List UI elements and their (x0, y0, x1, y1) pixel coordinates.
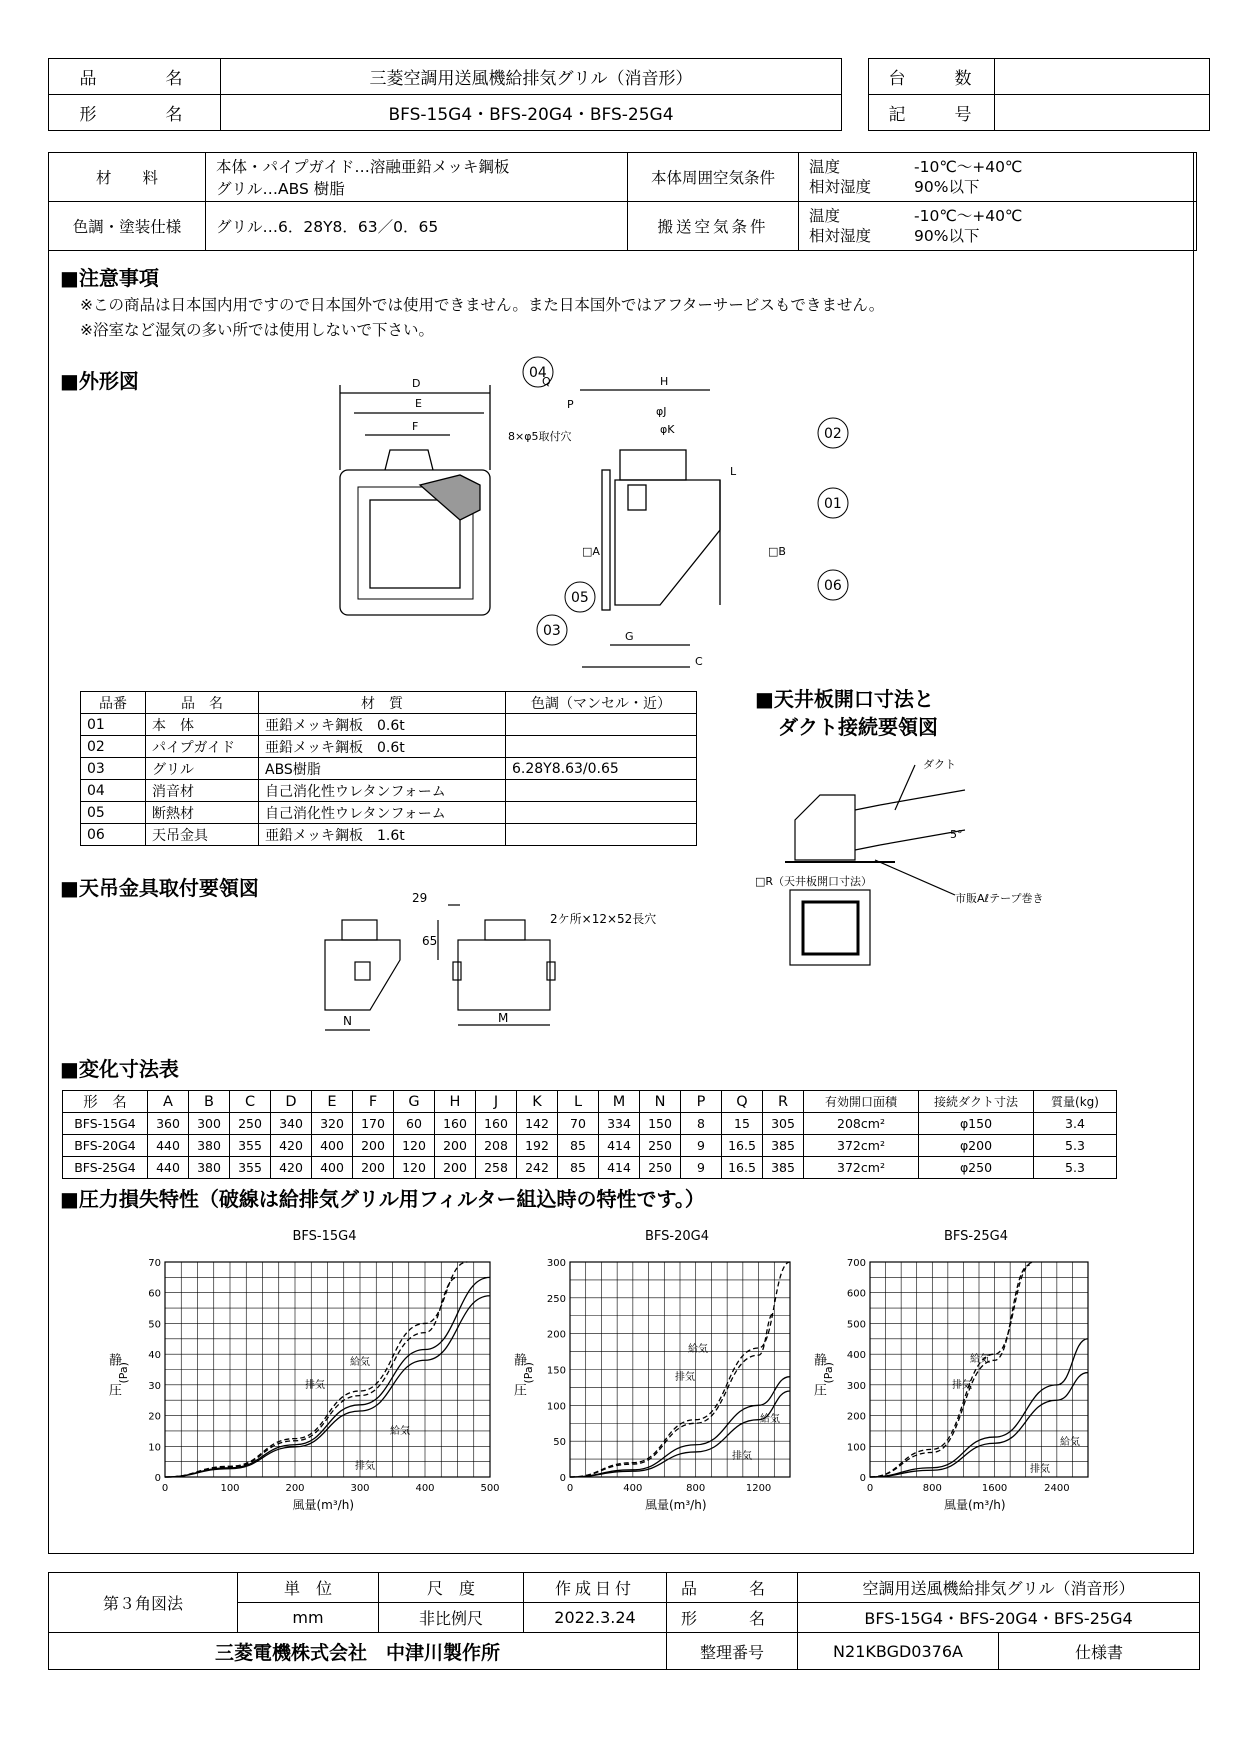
y-axis-unit: (Pa) (822, 1362, 835, 1384)
dims-cell: 385 (763, 1135, 804, 1157)
series-label: 排気 (305, 1380, 325, 1391)
unit-label: 単 位 (238, 1573, 379, 1603)
series-label: 給気 (1060, 1437, 1080, 1448)
dims-cell: φ150 (919, 1113, 1034, 1135)
dim-29: 29 (412, 891, 428, 905)
opening-label: □R（天井板開口寸法） (755, 875, 873, 888)
outline-drawing (320, 355, 890, 685)
y-axis-label-1: 静 (514, 1353, 528, 1369)
cell: 06 (81, 824, 146, 846)
y-tick-label: 300 (546, 1258, 566, 1269)
cell: 05 (81, 802, 146, 824)
front-view-grille-inner (370, 500, 460, 588)
dims-cell: 208cm² (804, 1113, 919, 1135)
x-tick-label: 0 (566, 1483, 574, 1494)
y-tick-label: 0 (859, 1473, 866, 1484)
callout-01: 01 (824, 496, 842, 512)
dims-cell: 372cm² (804, 1157, 919, 1179)
chart-1 (514, 1229, 790, 1512)
dims-header-cell: B (189, 1091, 230, 1113)
unit-value: mm (238, 1603, 379, 1633)
table-row (81, 758, 697, 780)
dim-L: L (730, 465, 737, 478)
cell: 自己消化性ウレタンフォーム (259, 780, 506, 802)
dims-cell: 15 (722, 1113, 763, 1135)
y-tick-label: 700 (846, 1258, 866, 1269)
katamei-label: 形 名 (49, 95, 221, 131)
dims-cell: 200 (435, 1135, 476, 1157)
kigou-label: 記 号 (869, 95, 995, 131)
y-tick-label: 20 (148, 1411, 161, 1423)
dims-cell: 400 (312, 1135, 353, 1157)
series-label: 給気 (688, 1344, 708, 1355)
chart-0 (109, 1229, 500, 1512)
x-tick-label: 2400 (1044, 1483, 1070, 1494)
trans-temp-key: 温度 (809, 207, 841, 225)
duct-label: ダクト (923, 758, 956, 771)
date-label: 作成日付 (524, 1573, 667, 1603)
dim-N: N (343, 1014, 352, 1028)
callout-04: 04 (529, 365, 547, 381)
color-value: グリル…6．28Y8．63／0．65 (206, 202, 628, 251)
side-view-hanger (628, 485, 646, 510)
dims-cell: 360 (148, 1113, 189, 1135)
cell (506, 736, 697, 758)
footer-hinmei-value: 空調用送風機給排気グリル（消音形） (798, 1573, 1200, 1603)
dims-cell: 200 (353, 1157, 394, 1179)
dim-G: G (625, 630, 634, 643)
dims-header-cell: L (558, 1091, 599, 1113)
outline-title: ■外形図 (60, 369, 139, 393)
y-tick-label: 500 (846, 1319, 866, 1331)
hanger-side-bracket (355, 962, 370, 980)
x-tick-label: 1200 (745, 1483, 772, 1494)
dims-cell: 250 (230, 1113, 271, 1135)
dims-header-cell: D (271, 1091, 312, 1113)
dims-cell: 16.5 (722, 1135, 763, 1157)
x-tick-label: 100 (220, 1483, 240, 1494)
hanger-front-pipe (485, 920, 525, 940)
trans-label: 搬送空気条件 (628, 202, 799, 251)
dims-cell: 355 (230, 1135, 271, 1157)
trans-hum-key: 相対湿度 (809, 227, 872, 245)
y-tick-label: 300 (846, 1380, 866, 1392)
dims-cell: 420 (271, 1157, 312, 1179)
spec-table (48, 152, 1197, 251)
series-label: 給気 (970, 1354, 990, 1365)
cell (506, 824, 697, 846)
hanger-front-body (458, 940, 550, 1010)
parts-head-no: 品番 (81, 692, 146, 714)
env-hum-key: 相対湿度 (809, 178, 872, 196)
dims-cell: 192 (517, 1135, 558, 1157)
table-row (63, 1157, 1117, 1179)
dims-cell: 16.5 (722, 1157, 763, 1179)
env-label: 本体周囲空気条件 (628, 153, 799, 202)
katamei-value: BFS-15G4・BFS-20G4・BFS-25G4 (221, 95, 842, 131)
parts-table (80, 691, 697, 846)
parts-head-material: 材 質 (259, 692, 506, 714)
side-view-pipe (620, 450, 686, 480)
daisu-value (995, 59, 1210, 95)
dims-table (62, 1090, 1117, 1179)
dim-M: M (498, 1011, 509, 1025)
x-tick-label: 500 (480, 1483, 500, 1494)
note-1: ※この商品は日本国内用ですので日本国外では使用できません。また日本国外ではアフターサービスもできません。 (80, 296, 885, 314)
dims-header-cell: G (394, 1091, 435, 1113)
dims-header-cell: P (681, 1091, 722, 1113)
dims-cell: 70 (558, 1113, 599, 1135)
company-name: 三菱電機株式会社 中津川製作所 (49, 1633, 667, 1670)
scale-value: 非比例尺 (379, 1603, 524, 1633)
dims-cell: 250 (640, 1157, 681, 1179)
dims-header-cell: N (640, 1091, 681, 1113)
hinmei-label: 品 名 (49, 59, 221, 95)
dims-cell: 320 (312, 1113, 353, 1135)
x-tick-label: 300 (350, 1483, 370, 1494)
hanger-drawing (300, 890, 720, 1040)
callout-03: 03 (543, 623, 561, 639)
dims-header-cell: F (353, 1091, 394, 1113)
dims-header-cell: Q (722, 1091, 763, 1113)
dims-cell: 85 (558, 1135, 599, 1157)
y-tick-label: 400 (846, 1350, 866, 1362)
y-tick-label: 600 (846, 1288, 866, 1300)
front-view-collar (385, 450, 433, 470)
y-axis-unit: (Pa) (522, 1362, 535, 1384)
dims-header-cell: A (148, 1091, 189, 1113)
x-axis-label: 風量(m³/h) (645, 1498, 707, 1512)
hanger-side-body (325, 940, 400, 1010)
dims-cell: 250 (640, 1135, 681, 1157)
x-tick-label: 800 (922, 1483, 942, 1494)
dims-cell: 5.3 (1034, 1135, 1117, 1157)
table-row (81, 714, 697, 736)
dims-header-cell: H (435, 1091, 476, 1113)
dim-P: P (567, 398, 574, 411)
y-tick-label: 200 (546, 1329, 566, 1341)
dims-cell: 305 (763, 1113, 804, 1135)
dims-cell: BFS-20G4 (63, 1135, 148, 1157)
dims-cell: 242 (517, 1157, 558, 1179)
dim-K: φK (660, 423, 675, 436)
hanger-slot-right (547, 962, 555, 980)
pressure-charts (60, 1215, 1180, 1515)
cell: 6.28Y8.63/0.65 (506, 758, 697, 780)
ceiling-title-1: ■天井板開口寸法と (755, 687, 934, 711)
chart-title: BFS-25G4 (944, 1229, 1008, 1244)
dims-cell: 208 (476, 1135, 517, 1157)
side-view-body (615, 480, 720, 605)
env-value (799, 153, 1197, 202)
dims-cell: 3.4 (1034, 1113, 1117, 1135)
dim-65: 65 (422, 934, 438, 948)
y-axis-label-1: 静 (814, 1353, 828, 1369)
dims-cell: 150 (640, 1113, 681, 1135)
hinmei-value: 三菱空調用送風機給排気グリル（消音形） (221, 59, 842, 95)
series-line (870, 1265, 1030, 1477)
x-tick-label: 800 (686, 1483, 706, 1494)
dims-cell: 5.3 (1034, 1157, 1117, 1179)
series-label: 排気 (1030, 1464, 1050, 1475)
dim-Q: Q (542, 375, 551, 388)
series-label: 給気 (350, 1357, 370, 1368)
y-tick-label: 0 (154, 1473, 161, 1484)
chart-2 (814, 1229, 1088, 1512)
x-axis-label: 風量(m³/h) (292, 1498, 355, 1512)
callout-05: 05 (571, 590, 589, 606)
parts-head-name: 品 名 (146, 692, 259, 714)
dims-cell: 160 (476, 1113, 517, 1135)
chart-title: BFS-20G4 (645, 1229, 709, 1244)
slot-label: 2ケ所×12×52長穴 (550, 912, 657, 926)
trans-temp-value: -10℃～+40℃ (914, 207, 1023, 225)
material-value (206, 153, 628, 202)
dims-cell: 8 (681, 1113, 722, 1135)
y-tick-label: 150 (546, 1365, 566, 1377)
env-temp-value: -10℃～+40℃ (914, 158, 1023, 176)
material-line2: グリル…ABS 樹脂 (216, 180, 345, 198)
note-2: ※浴室など湿気の多い所では使用しないで下さい。 (80, 321, 434, 339)
table-row (63, 1135, 1117, 1157)
dim-A: □A (582, 545, 600, 558)
ceiling-drawing (755, 750, 1085, 1010)
table-row (81, 824, 697, 846)
cell: グリル (146, 758, 259, 780)
dims-header-cell: M (599, 1091, 640, 1113)
daisu-label: 台 数 (869, 59, 995, 95)
y-tick-label: 40 (148, 1350, 161, 1362)
ceiling-pipe (855, 805, 880, 850)
cell: パイプガイド (146, 736, 259, 758)
chart-title: BFS-15G4 (292, 1229, 357, 1244)
cell: ABS樹脂 (259, 758, 506, 780)
cell: 消音材 (146, 780, 259, 802)
dims-cell: 334 (599, 1113, 640, 1135)
env-hum-value: 90%以下 (914, 178, 980, 196)
dim-J: φJ (656, 405, 667, 418)
dims-cell: BFS-25G4 (63, 1157, 148, 1179)
dims-cell: 355 (230, 1157, 271, 1179)
dims-cell: φ250 (919, 1157, 1034, 1179)
cell (506, 802, 697, 824)
dims-cell: 400 (312, 1157, 353, 1179)
dims-cell: 258 (476, 1157, 517, 1179)
x-tick-label: 0 (161, 1483, 169, 1494)
dims-header-cell: E (312, 1091, 353, 1113)
dims-cell: 440 (148, 1157, 189, 1179)
y-axis-label-2: 圧 (814, 1383, 828, 1399)
dims-title: ■変化寸法表 (60, 1057, 179, 1081)
y-tick-label: 70 (148, 1258, 161, 1269)
dims-header-cell: R (763, 1091, 804, 1113)
y-tick-label: 50 (553, 1437, 566, 1449)
y-tick-label: 200 (846, 1411, 866, 1423)
x-tick-label: 1600 (981, 1483, 1008, 1494)
seiri-value: N21KBGD0376A (798, 1633, 999, 1670)
dims-header-cell: C (230, 1091, 271, 1113)
dims-cell: 142 (517, 1113, 558, 1135)
table-row (63, 1113, 1117, 1135)
ceiling-title-2: ダクト接続要領図 (778, 715, 938, 739)
hanger-slot-left (453, 962, 461, 980)
kigou-value (995, 95, 1210, 131)
hanger-title: ■天吊金具取付要領図 (60, 876, 259, 900)
series-label: 給気 (390, 1426, 410, 1437)
y-tick-label: 100 (546, 1401, 566, 1413)
cell: 02 (81, 736, 146, 758)
ceiling-unit (795, 795, 855, 860)
table-row (81, 802, 697, 824)
dims-cell: 170 (353, 1113, 394, 1135)
dim-hole: 8×φ5取付穴 (508, 430, 572, 443)
env-temp-key: 温度 (809, 158, 841, 176)
dim-D: D (412, 377, 421, 390)
x-tick-label: 400 (415, 1483, 435, 1494)
material-label: 材 料 (49, 153, 206, 202)
y-tick-label: 250 (546, 1293, 566, 1305)
seiri-label: 整理番号 (667, 1633, 798, 1670)
dims-header-cell: 形 名 (63, 1091, 148, 1113)
dims-cell: φ200 (919, 1135, 1034, 1157)
dim-B: □B (768, 545, 786, 558)
dims-cell: 120 (394, 1135, 435, 1157)
cell: 03 (81, 758, 146, 780)
y-axis-label-2: 圧 (514, 1383, 528, 1399)
dims-header-cell: 質量(kg) (1034, 1091, 1117, 1113)
y-axis-label-1: 静 (109, 1353, 123, 1369)
dim-C: C (695, 655, 703, 668)
dims-cell: 200 (435, 1157, 476, 1179)
series-label: 排気 (952, 1380, 972, 1391)
dims-cell: 414 (599, 1157, 640, 1179)
x-tick-label: 400 (623, 1483, 643, 1494)
x-tick-label: 0 (866, 1483, 874, 1494)
dims-cell: 85 (558, 1157, 599, 1179)
series-label: 排気 (355, 1461, 375, 1472)
callout-06: 06 (824, 578, 842, 594)
cell: 01 (81, 714, 146, 736)
y-axis-unit: (Pa) (117, 1362, 130, 1384)
series-label: 排気 (675, 1372, 695, 1383)
y-tick-label: 100 (846, 1442, 866, 1454)
front-view-foam (420, 475, 480, 520)
trans-value (799, 202, 1197, 251)
notes-title: ■注意事項 (60, 266, 159, 290)
dims-cell: 200 (353, 1135, 394, 1157)
cell: 天吊金具 (146, 824, 259, 846)
footer-katamei-value: BFS-15G4・BFS-20G4・BFS-25G4 (798, 1603, 1200, 1633)
y-tick-label: 30 (148, 1380, 161, 1392)
footer-hinmei-label: 品 名 (667, 1573, 798, 1603)
dims-cell: 9 (681, 1157, 722, 1179)
x-tick-label: 200 (285, 1483, 305, 1494)
date-value: 2022.3.24 (524, 1603, 667, 1633)
dim-E: E (415, 397, 422, 410)
table-row (81, 780, 697, 802)
hanger-side-pipe (342, 920, 377, 940)
angle-label: 5° (950, 828, 963, 841)
scale-label: 尺 度 (379, 1573, 524, 1603)
dims-cell: 440 (148, 1135, 189, 1157)
dims-header-cell: 有効開口面積 (804, 1091, 919, 1113)
y-tick-label: 10 (148, 1442, 161, 1454)
dims-cell: 380 (189, 1135, 230, 1157)
dims-cell: 60 (394, 1113, 435, 1135)
series-label: 給気 (760, 1414, 780, 1425)
dims-cell: 160 (435, 1113, 476, 1135)
pressure-title: ■圧力損失特性（破線は給排気グリル用フィルター組込時の特性です。） (60, 1187, 705, 1211)
tape-label: 市販Aℓテープ巻き (955, 892, 1044, 905)
dims-cell: 340 (271, 1113, 312, 1135)
projection-method: 第３角図法 (49, 1573, 238, 1633)
dims-header-cell: K (517, 1091, 558, 1113)
x-axis-label: 風量(m³/h) (944, 1498, 1006, 1512)
dim-F: F (412, 420, 419, 433)
dims-cell: 120 (394, 1157, 435, 1179)
cell (506, 780, 697, 802)
callout-02: 02 (824, 426, 842, 442)
dims-cell: 385 (763, 1157, 804, 1179)
cell (506, 714, 697, 736)
header-table (48, 58, 1210, 131)
y-tick-label: 50 (148, 1319, 161, 1331)
dims-cell: 380 (189, 1157, 230, 1179)
series-label: 排気 (732, 1451, 752, 1462)
dims-cell: 372cm² (804, 1135, 919, 1157)
side-view-grille (602, 470, 610, 610)
cell: 亜鉛メッキ鋼板 0.6t (259, 736, 506, 758)
opening-inner (803, 902, 858, 954)
material-line1: 本体・パイプガイド…溶融亜鉛メッキ鋼板 (216, 158, 510, 176)
dims-header-cell: 接続ダクト寸法 (919, 1091, 1034, 1113)
footer-table (48, 1572, 1200, 1670)
dims-cell: 9 (681, 1135, 722, 1157)
y-axis-label-2: 圧 (109, 1383, 123, 1399)
y-tick-label: 60 (148, 1288, 161, 1300)
trans-hum-value: 90%以下 (914, 227, 980, 245)
cell: 亜鉛メッキ鋼板 1.6t (259, 824, 506, 846)
cell: 断熱材 (146, 802, 259, 824)
dims-cell: 420 (271, 1135, 312, 1157)
table-row (81, 736, 697, 758)
dims-header-cell: J (476, 1091, 517, 1113)
parts-head-color: 色調（マンセル・近） (506, 692, 697, 714)
cell: 自己消化性ウレタンフォーム (259, 802, 506, 824)
dims-cell: BFS-15G4 (63, 1113, 148, 1135)
cell: 亜鉛メッキ鋼板 0.6t (259, 714, 506, 736)
y-tick-label: 0 (559, 1473, 566, 1484)
doc-type: 仕様書 (999, 1633, 1200, 1670)
dims-cell: 300 (189, 1113, 230, 1135)
cell: 04 (81, 780, 146, 802)
dim-H: H (660, 375, 669, 388)
color-label: 色調・塗装仕様 (49, 202, 206, 251)
cell: 本 体 (146, 714, 259, 736)
dims-cell: 414 (599, 1135, 640, 1157)
footer-katamei-label: 形 名 (667, 1603, 798, 1633)
